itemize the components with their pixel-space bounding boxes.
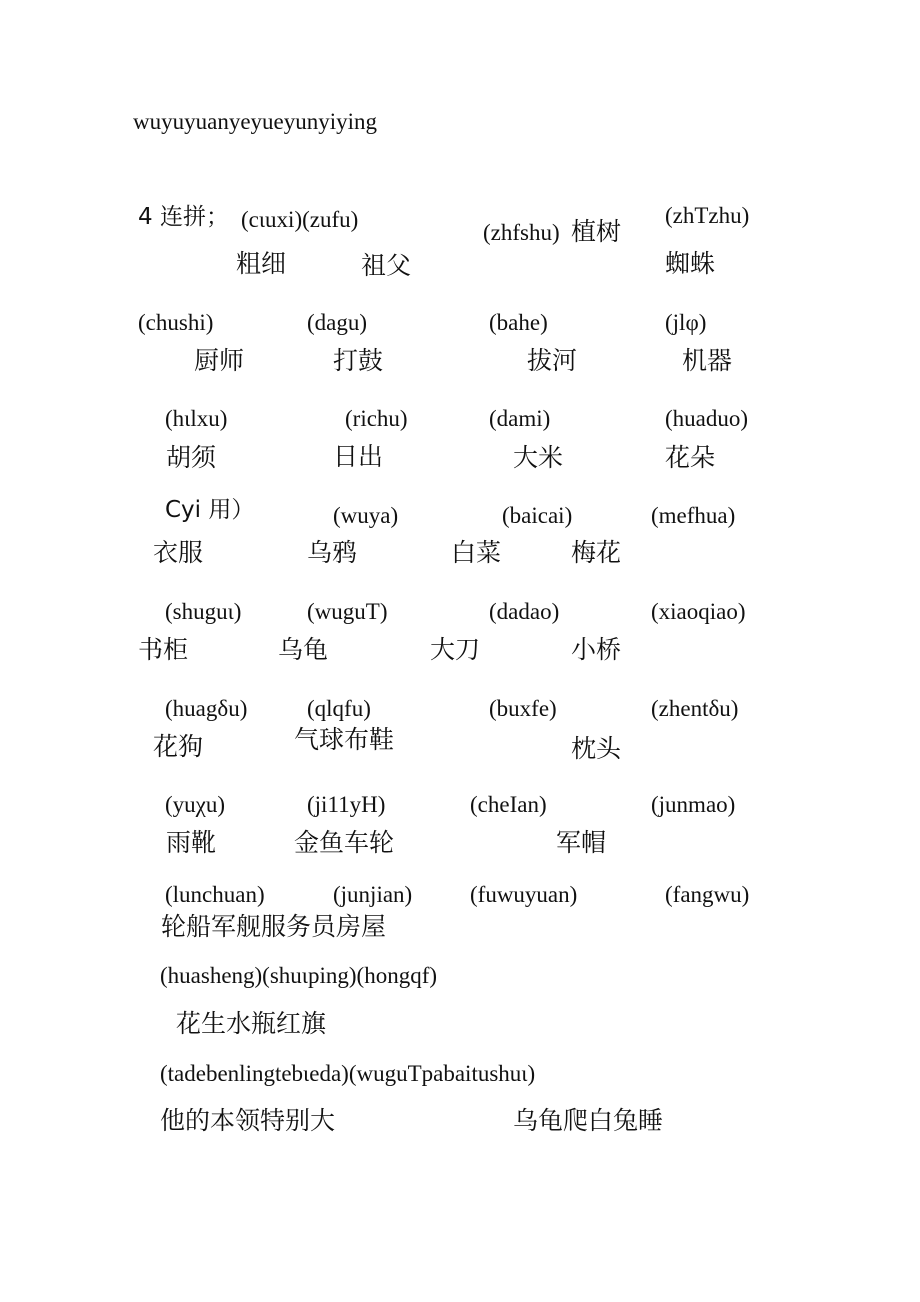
pinyin-fuwuyuan: (fuwuyuan) bbox=[470, 882, 578, 907]
pinyin-shugui: (shuguι) bbox=[165, 599, 242, 624]
pinyin-bahe: (bahe) bbox=[489, 310, 548, 335]
hanzi-jinyu-chelun: 金鱼车轮 bbox=[294, 828, 395, 857]
pinyin-junmao: (junmao) bbox=[651, 792, 736, 817]
pinyin-richu: (richu) bbox=[345, 406, 408, 431]
hanzi-baicai: 白菜 bbox=[451, 538, 502, 567]
pinyin-yifu: Cyi 用） bbox=[165, 497, 255, 523]
hanzi-huxu: 胡须 bbox=[166, 443, 217, 472]
pinyin-zhizhu: (zhTzhu) bbox=[665, 203, 750, 228]
hanzi-huaduo: 花朵 bbox=[665, 443, 716, 472]
pinyin-meihua: (mefhua) bbox=[651, 503, 736, 528]
pinyin-chelun: (cheIan) bbox=[470, 792, 547, 817]
pinyin-lunchuan: (lunchuan) bbox=[165, 882, 265, 907]
pinyin-sentences: (tadebenlingtebιeda)(wuguTpabaitushuι) bbox=[160, 1061, 536, 1086]
hanzi-sentence-1: 他的本领特别大 bbox=[160, 1106, 336, 1135]
hanzi-xiaoqiao: 小桥 bbox=[571, 635, 622, 664]
hanzi-yuxue: 雨靴 bbox=[166, 828, 217, 857]
pinyin-yuxue: (yuχu) bbox=[165, 792, 226, 817]
hanzi-shugui: 书柜 bbox=[138, 635, 189, 664]
hanzi-sentence-2: 乌龟爬白兔睡 bbox=[513, 1106, 664, 1135]
hanzi-zhentou: 枕头 bbox=[571, 734, 622, 763]
hanzi-qiqiu-buxie: 气球布鞋 bbox=[294, 725, 395, 754]
hanzi-meihua: 梅花 bbox=[571, 538, 622, 567]
pinyin-chushi: (chushi) bbox=[138, 310, 214, 335]
hanzi-yifu: 衣服 bbox=[153, 538, 204, 567]
pinyin-dadao: (dadao) bbox=[489, 599, 560, 624]
hanzi-huagou: 花狗 bbox=[153, 732, 204, 761]
pinyin-baicai: (baicai) bbox=[502, 503, 573, 528]
pinyin-cuxi-zufu: (cιuxi)(zufu) bbox=[241, 207, 359, 232]
pinyin-huxu: (hιlxu) bbox=[165, 406, 228, 431]
header-pinyin: wuyuyuanyeyueyunyiying bbox=[133, 109, 378, 134]
pinyin-fangwu: (fangwu) bbox=[665, 882, 750, 907]
pinyin-dami: (dami) bbox=[489, 406, 551, 431]
pinyin-wugui: (wuguT) bbox=[307, 599, 388, 624]
hanzi-lunchuan-fangwu: 轮船军舰服务员房屋 bbox=[161, 912, 387, 941]
pinyin-buxie: (buxfe) bbox=[489, 696, 557, 721]
hanzi-dami: 大米 bbox=[513, 443, 564, 472]
pinyin-zhishu: (zhfshu) bbox=[483, 220, 560, 245]
section-label: 4 连拼； bbox=[138, 204, 229, 230]
pinyin-xiaoqiao: (xiaoqiao) bbox=[651, 599, 746, 624]
pinyin-zhentou: (zhentδu) bbox=[651, 696, 739, 721]
hanzi-bahe: 拔河 bbox=[527, 346, 578, 375]
hanzi-huasheng-hongqi: 花生水瓶红旗 bbox=[176, 1009, 327, 1038]
hanzi-dadao: 大刀 bbox=[430, 635, 481, 664]
hanzi-jiqi: 机器 bbox=[682, 346, 733, 375]
hanzi-dagu: 打鼓 bbox=[333, 346, 384, 375]
hanzi-cuxi: 粗细 bbox=[236, 249, 287, 278]
pinyin-wuya: (wuya) bbox=[333, 503, 399, 528]
pinyin-jinyu: (ji11yH) bbox=[307, 792, 386, 817]
hanzi-richu: 日出 bbox=[333, 442, 384, 471]
hanzi-junmao: 军帽 bbox=[556, 828, 607, 857]
hanzi-chushi: 厨师 bbox=[194, 346, 245, 375]
hanzi-zufu: 祖父 bbox=[361, 251, 412, 280]
pinyin-huagou: (huagδu) bbox=[165, 696, 248, 721]
pinyin-jiqi: (jlφ) bbox=[665, 310, 707, 335]
pinyin-junjian: (junjian) bbox=[333, 882, 413, 907]
pinyin-qiqiu: (qlqfu) bbox=[307, 696, 371, 721]
pinyin-huaduo: (huaduo) bbox=[665, 406, 749, 431]
pinyin-dagu: (dagu) bbox=[307, 310, 368, 335]
hanzi-wuya: 乌鸦 bbox=[307, 538, 358, 567]
pinyin-huasheng-hongqi: (huasheng)(shuιping)(hongqf) bbox=[160, 963, 438, 988]
hanzi-wugui: 乌龟 bbox=[278, 635, 329, 664]
hanzi-zhizhu: 蜘蛛 bbox=[665, 249, 716, 278]
hanzi-zhishu: 植树 bbox=[571, 217, 622, 246]
